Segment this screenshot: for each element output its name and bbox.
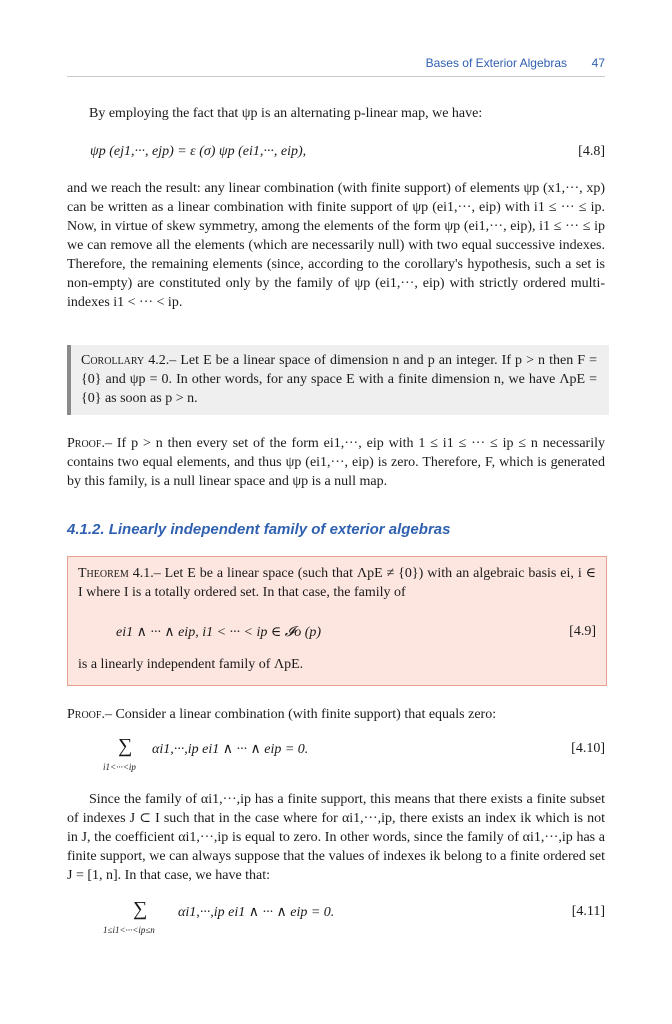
equation-4-9: ei1 ∧ ··· ∧ eip, i1 < ··· < ip ∈ 𝓘o (p)	[116, 625, 322, 640]
sigma-4-11: ∑	[133, 898, 148, 920]
equation-4-11: αi1,···,ip ei1 ∧ ··· ∧ eip = 0.	[178, 905, 335, 920]
proof-2-text: Consider a linear combination (with finite support) that equals zero:	[115, 707, 497, 722]
section-heading: 4.1.2. Linearly independent family of exterior algebras	[67, 521, 451, 538]
equation-number-4-10: [4.10]	[571, 741, 605, 756]
sum-4-10	[118, 735, 132, 758]
equation-4-10: αi1,···,ip ei1 ∧ ··· ∧ eip = 0.	[152, 742, 309, 757]
proof-1	[67, 434, 605, 491]
equation-number-4-11: [4.11]	[571, 904, 605, 919]
equation-number-4-9: [4.9]	[569, 624, 596, 639]
paragraph-1: and we reach the result: any linear combination (with finite support) of elements ψp (x1,···, xp) can be written as a linear combination with finite support of ψp (ei1,···, eip) with i1 ≤ ··· ≤ ip. Now, in virtue of skew symmetry, among the elements of the form ψp (ei1,···, eip), i1 ≤ ··· ≤ ip we can remove all the elements (which are necessarily null) with two equal successive indexes. Therefore, the remaining elements (since, according to the corollary's hypothesis, such a set is non-empty) are constituted only by the family of ψp (ei1,···, eip) with strictly ordered multi-indexes i1 < ··· < ip.	[67, 181, 605, 310]
running-header	[67, 52, 605, 77]
sum-4-11	[133, 898, 147, 921]
theorem-label: Theorem 4.1.–	[78, 566, 161, 581]
theorem-text: Let E be a linear space (such that ΛpE ≠ {0}) with an algebraic basis ei, i ∈ I where I is a totally ordered set. In that case, the family of	[78, 566, 597, 600]
proof-1-text: If p > n then every set of the form ei1,···, eip with 1 ≤ i1 ≤ ··· ≤ ip ≤ n necessarily contains two equal elements, and thus ψp (ei1,···, eip) is zero. Therefore, F, which is generated by this family, is a null linear space and ψp is a null map.	[67, 436, 605, 489]
corollary-text: Let E be a linear space of dimension n and p an integer. If p > n then F = {0} and ψp = 0. In other words, for any space E with a finite dimension n, we have ΛpE = {0} as soon as p > n.	[81, 353, 598, 406]
corollary-box	[67, 345, 609, 415]
page-number: 47	[591, 56, 605, 70]
intro-line: By employing the fact that ψp is an alternating p-linear map, we have:	[89, 106, 483, 121]
proof-2	[67, 705, 605, 724]
sigma-4-10: ∑	[118, 735, 133, 757]
sum-index-4-10: i1<···<ip	[103, 762, 136, 772]
corollary-label: Corollary 4.2.–	[81, 353, 177, 368]
paragraph-2: Since the family of αi1,···,ip has a finite support, this means that there exists a finite subset of indexes J ⊂ I such that in the case where for αi1,···,ip, there exists an index ik which is not in J, the coefficient αi1,···,ip is equal to zero. In other words, since the family of αi1,···,ip has a finite support, we can always suppose that the values of indexes ik belong to a finite ordered set J = [1, n]. In that case, we have that:	[67, 792, 605, 883]
header-title: Bases of Exterior Algebras	[425, 56, 567, 70]
equation-4-8: ψp (ej1,···, ejp) = ε (σ) ψp (ei1,···, eip),	[90, 144, 307, 159]
equation-number-4-8: [4.8]	[578, 144, 605, 159]
sum-index-4-11: 1≤i1<···<ip≤n	[103, 925, 155, 935]
proof-2-label: Proof.–	[67, 707, 112, 722]
theorem-box	[67, 556, 607, 686]
proof-1-label: Proof.–	[67, 436, 112, 451]
theorem-tail: is a linearly independent family of ΛpE.	[78, 657, 304, 672]
